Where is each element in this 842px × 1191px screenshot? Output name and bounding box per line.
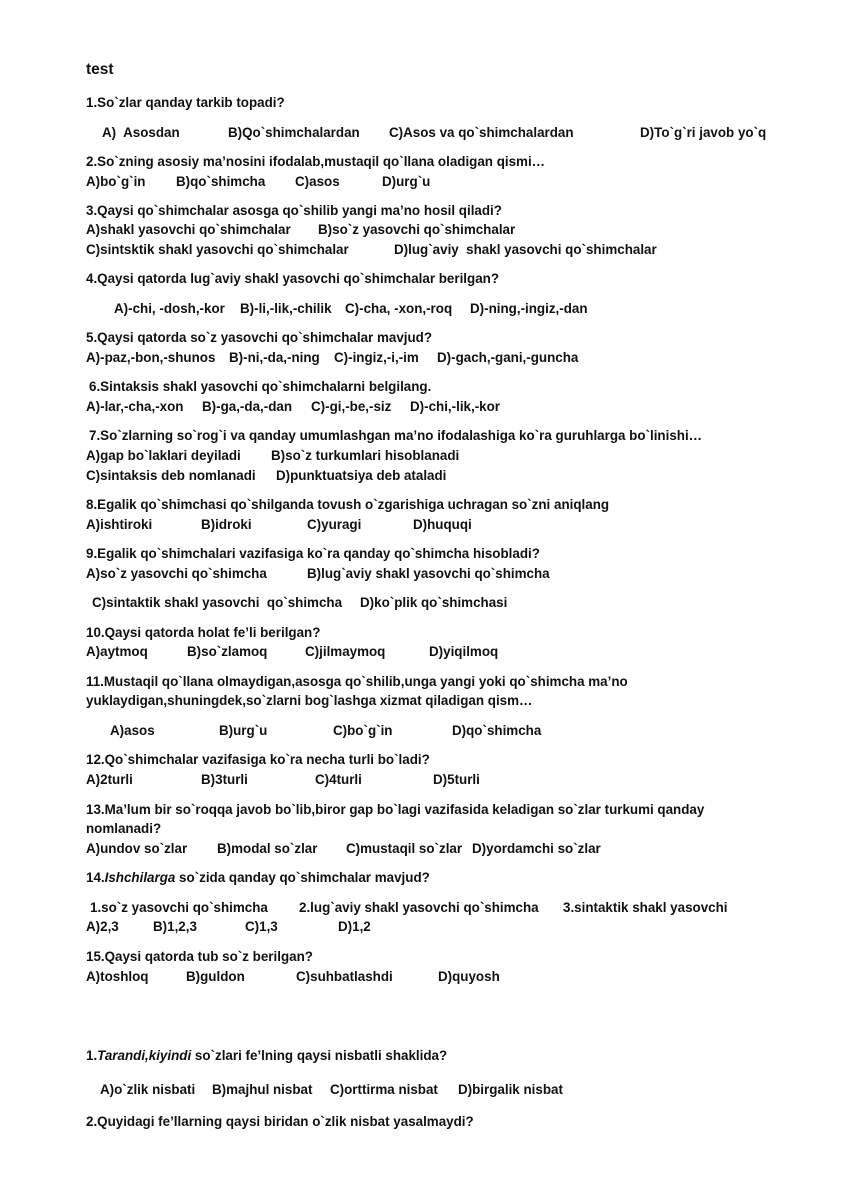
question-14 [86, 871, 430, 884]
q14-italic-word: Ishchilarga [104, 870, 176, 885]
q5-option-d: D)-gach,-gani,-guncha [437, 350, 579, 365]
question-9: 9.Egalik qo`shimchalari vazifasiga ko`ra qanday qo`shimcha hisobladi? [86, 546, 540, 561]
q7-option-a: A)gap bo`laklari deyiladi [86, 448, 241, 463]
q15-option-b: B)guldon [186, 969, 245, 984]
q4-option-b: B)-li,-lik,-chilik [240, 301, 332, 316]
q6-option-b: B)-ga,-da,-dan [202, 399, 293, 414]
question-4: 4.Qaysi qatorda lug`aviy shakl yasovchi qo`shimchalar berilgan? [86, 271, 500, 286]
q7-option-c: C)sintaksis deb nomlanadi [86, 468, 256, 483]
q14-option-b: B)1,2,3 [153, 919, 197, 934]
q1-option-d: D)To`g`ri javob yo`q [640, 125, 767, 140]
q11-option-c: C)bo`g`in [333, 723, 393, 738]
question-8: 8.Egalik qo`shimchasi qo`shilganda tovush o`zgarishiga uchragan so`zni aniqlang [86, 497, 610, 512]
q4-option-d: D)-ning,-ingiz,-dan [470, 301, 588, 316]
question-11-line-1: 11.Mustaqil qo`llana olmaydigan,asosga qo`shilib,unga yangi yoki qo`shimcha ma’no [86, 674, 628, 689]
q3-option-b: B)so`z yasovchi qo`shimchalar [318, 222, 516, 237]
q12-option-c: C)4turli [315, 772, 362, 787]
q13-option-a: A)undov so`zlar [86, 841, 188, 856]
q10-option-c: C)jilmaymoq [305, 644, 386, 659]
q12-option-b: B)3turli [201, 772, 248, 787]
q4-option-a: A)-chi, -dosh,-kor [114, 301, 225, 316]
q12-option-a: A)2turli [86, 772, 133, 787]
question-3: 3.Qaysi qo`shimchalar asosga qo`shilib yangi ma’no hosil qiladi? [86, 203, 502, 218]
q11-option-b: B)urg`u [219, 723, 268, 738]
p1-option-b: B)majhul nisbat [212, 1082, 313, 1097]
q8-option-b: B)idroki [201, 517, 252, 532]
q1-option-b: B)Qo`shimchalardan [228, 125, 360, 140]
q6-option-c: C)-gi,-be,-siz [311, 399, 392, 414]
q1-option-c: C)Asos va qo`shimchalardan [389, 125, 574, 140]
q3-option-d: D)lug`aviy shakl yasovchi qo`shimchalar [394, 242, 657, 257]
q5-option-b: B)-ni,-da,-ning [229, 350, 320, 365]
q9-option-d: D)ko`plik qo`shimchasi [360, 595, 508, 610]
q2-option-c: C)asos [295, 174, 340, 189]
q9-option-a: A)so`z yasovchi qo`shimcha [86, 566, 267, 581]
q13-option-b: B)modal so`zlar [217, 841, 318, 856]
q12-option-d: D)5turli [433, 772, 480, 787]
p1-option-c: C)orttirma nisbat [330, 1082, 438, 1097]
p1-number: 1. [86, 1048, 98, 1063]
part2-question-2: 2.Quyidagi fe’llarning qaysi biridan o`zlik nisbat yasalmaydi? [86, 1114, 474, 1129]
q6-option-d: D)-chi,-lik,-kor [410, 399, 501, 414]
q2-option-d: D)urg`u [382, 174, 431, 189]
q8-option-c: C)yuragi [307, 517, 362, 532]
q2-option-b: B)qo`shimcha [176, 174, 266, 189]
question-6: 6.Sintaksis shakl yasovchi qo`shimchalarni belgilang. [89, 379, 432, 394]
q7-option-d: D)punktuatsiya deb ataladi [276, 468, 447, 483]
q14-option-a: A)2,3 [86, 919, 119, 934]
question-1: 1.So`zlar qanday tarkib topadi? [86, 95, 285, 110]
question-11-line-2: yuklaydigan,shuningdek,so`zlarni bog`lashga xizmat qiladigan qism… [86, 693, 533, 708]
q10-option-a: A)aytmoq [86, 644, 148, 659]
q7-option-b: B)so`z turkumlari hisoblanadi [271, 448, 460, 463]
question-15: 15.Qaysi qatorda tub so`z berilgan? [86, 949, 313, 964]
q14-statement-3: 3.sintaktik shakl yasovchi [563, 900, 728, 915]
question-10: 10.Qaysi qatorda holat fe’li berilgan? [86, 625, 321, 640]
q14-question-rest: so`zida qanday qo`shimchalar mavjud? [175, 870, 430, 885]
q4-option-c: C)-cha, -xon,-roq [345, 301, 453, 316]
q3-option-c: C)sintsktik shakl yasovchi qo`shimchalar [86, 242, 349, 257]
q14-option-d: D)1,2 [338, 919, 371, 934]
q8-option-d: D)huquqi [413, 517, 472, 532]
q6-option-a: A)-lar,-cha,-xon [86, 399, 184, 414]
q15-option-d: D)quyosh [438, 969, 500, 984]
p1-question-rest: so`zlari fe’lning qaysi nisbatli shaklida? [191, 1048, 448, 1063]
q14-option-c: C)1,3 [245, 919, 278, 934]
q2-option-a: A)bo`g`in [86, 174, 146, 189]
q5-option-c: C)-ingiz,-i,-im [334, 350, 419, 365]
q11-option-d: D)qo`shimcha [452, 723, 542, 738]
q14-statement-2: 2.lug`aviy shakl yasovchi qo`shimcha [299, 900, 539, 915]
q10-option-b: B)so`zlamoq [187, 644, 268, 659]
q15-option-c: C)suhbatlashdi [296, 969, 393, 984]
p1-italic-words: Tarandi,kiyindi [97, 1048, 192, 1063]
q14-number: 14. [86, 870, 105, 885]
q9-option-b: B)lug`aviy shakl yasovchi qo`shimcha [307, 566, 550, 581]
q3-option-a: A)shakl yasovchi qo`shimchalar [86, 222, 291, 237]
q15-option-a: A)toshloq [86, 969, 149, 984]
part2-question-1 [86, 1049, 447, 1062]
question-5: 5.Qaysi qatorda so`z yasovchi qo`shimchalar mavjud? [86, 330, 433, 345]
question-7: 7.So`zlarning so`rog`i va qanday umumlashgan ma’no ifodalashiga ko`ra guruhlarga bo`linishi… [89, 428, 703, 443]
question-2: 2.So`zning asosiy ma’nosini ifodalab,mustaqil qo`llana oladigan qismi… [86, 154, 546, 169]
document-title: test [86, 61, 114, 78]
q10-option-d: D)yiqilmoq [429, 644, 499, 659]
q9-option-c: C)sintaktik shakl yasovchi qo`shimcha [92, 595, 343, 610]
q13-option-d: D)yordamchi so`zlar [472, 841, 601, 856]
q14-statement-1: 1.so`z yasovchi qo`shimcha [90, 900, 268, 915]
p1-option-a: A)o`zlik nisbati [100, 1082, 196, 1097]
q1-option-a: A) Asosdan [102, 125, 180, 140]
q8-option-a: A)ishtiroki [86, 517, 153, 532]
q11-option-a: A)asos [110, 723, 155, 738]
p1-option-d: D)birgalik nisbat [458, 1082, 563, 1097]
question-12: 12.Qo`shimchalar vazifasiga ko`ra necha turli bo`ladi? [86, 752, 430, 767]
q13-option-c: C)mustaqil so`zlar [346, 841, 463, 856]
question-13-line-1: 13.Ma’lum bir so`roqqa javob bo`lib,biror gap bo`lagi vazifasida keladigan so`zlar turkumi qanday [86, 802, 705, 817]
question-13-line-2: nomlanadi? [86, 821, 162, 836]
q5-option-a: A)-paz,-bon,-shunos [86, 350, 216, 365]
